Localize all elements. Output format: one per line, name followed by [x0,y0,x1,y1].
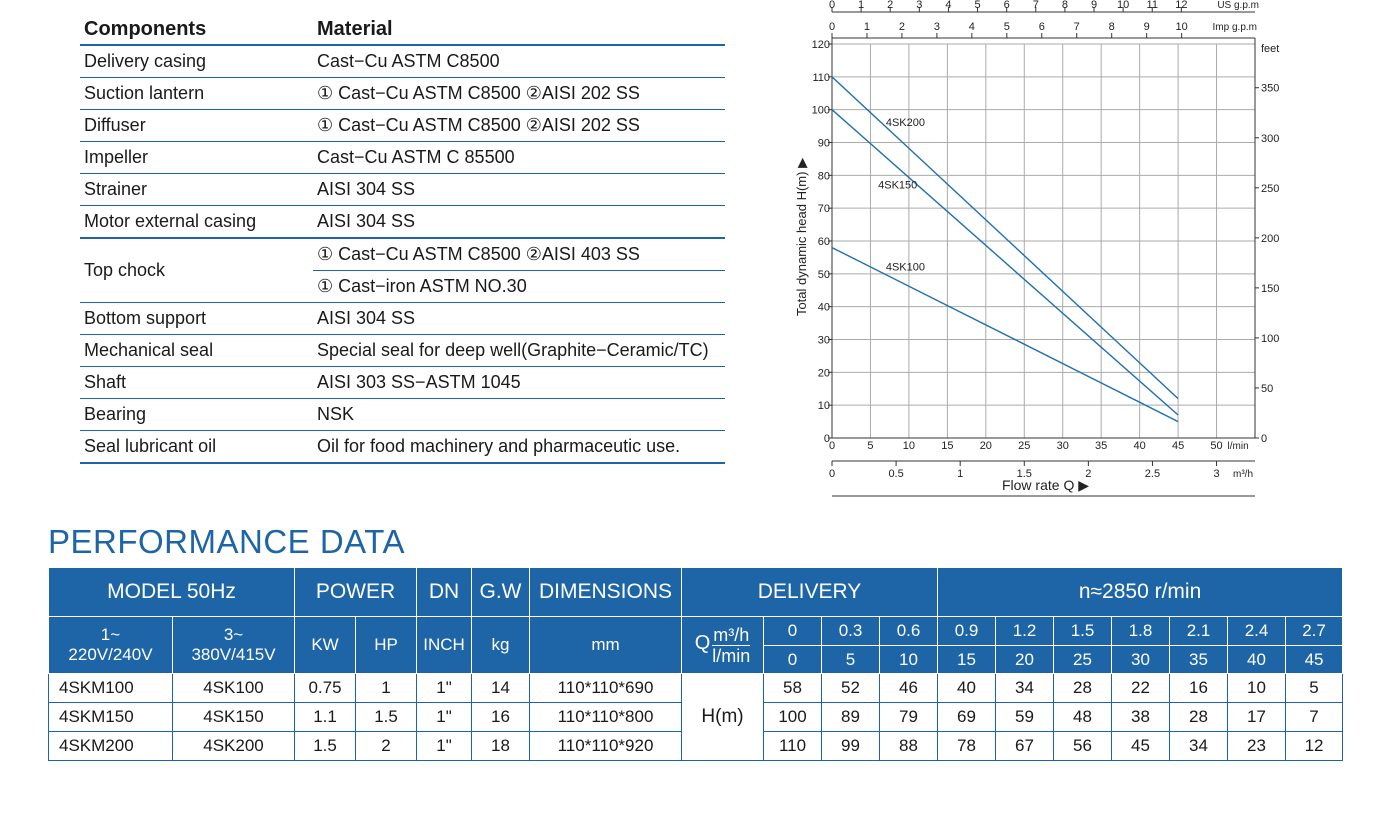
q-m3h-value: 1.5 [1054,617,1112,646]
three-phase-model: 4SK200 [173,732,295,761]
q-unit-m3h: m³/h [713,624,750,645]
head-value: 34 [1170,732,1228,761]
head-value: 67 [996,732,1054,761]
head-value: 12 [1286,732,1343,761]
power-hp: 1.5 [356,703,417,732]
power-kw: 1.5 [295,732,356,761]
single-phase-header [49,617,173,674]
chart-ytick-label: 20 [817,367,830,380]
component-name: Mechanical seal [80,335,313,367]
head-value: 100 [764,703,822,732]
chart-us-tick-label: 3 [916,0,923,11]
components-header-row [80,14,725,45]
q-unit-lmin: l/min [712,645,751,666]
component-material: ① Cast−Cu ASTM C8500 ②AISI 202 SS [313,110,725,142]
single-phase-label: 1~ [100,625,121,644]
component-name: Diffuser [80,110,313,142]
component-material: AISI 304 SS [313,174,725,206]
q-m3h-value: 0.9 [938,617,996,646]
head-value: 17 [1228,703,1286,732]
power-kw: 0.75 [295,674,356,703]
material-header: Material [313,14,725,45]
weight-kg: 16 [472,703,530,732]
chart-us-tick-label: 2 [887,0,894,11]
component-name: Motor external casing [80,206,313,239]
chart-us-tick-label: 12 [1175,0,1188,11]
head-value: 58 [764,674,822,703]
components-table [80,14,725,464]
chart-imp-tick-label: 3 [933,21,940,33]
component-material: Cast−Cu ASTM C8500 [313,45,725,78]
chart-feet-label: feet [1261,43,1280,55]
chart-y2tick-label: 250 [1261,182,1280,195]
chart-ytick-label: 110 [812,71,830,84]
q-units [712,625,750,666]
chart-xlabel: Flow rate Q ▶ [1001,477,1090,493]
component-name: Delivery casing [80,45,313,78]
component-row [80,399,725,431]
chart-ytick-label: 90 [817,137,830,150]
chart-us-tick-label: 5 [974,0,981,11]
head-value: 34 [996,674,1054,703]
chart-xtick-label: 0 [828,440,836,452]
chart-xtick-label: 25 [1018,440,1031,452]
chart-m3h-tick-label: 1 [957,468,964,480]
q-m3h-value: 0.6 [880,617,938,646]
component-row [80,78,725,110]
chart-xtick-label: 10 [902,440,916,452]
three-phase-header [173,617,295,674]
component-row [80,45,725,78]
chart-us-tick-label: 10 [1117,0,1130,11]
head-value: 23 [1228,732,1286,761]
component-name: Impeller [80,142,313,174]
q-m3h-value: 2.7 [1286,617,1343,646]
head-value: 40 [938,674,996,703]
head-value: 28 [1054,674,1112,703]
component-row [80,142,725,174]
head-value: 110 [764,732,822,761]
weight-kg: 14 [472,674,530,703]
chart-us-tick-label: 0 [828,0,836,11]
chart-ytick-label: 100 [811,104,830,117]
q-lmin-value: 0 [764,646,822,674]
three-phase-model: 4SK100 [173,674,295,703]
chart-imp-tick-label: 10 [1175,21,1188,33]
q-lmin-value: 15 [938,646,996,674]
single-phase-voltage: 220V/240V [68,645,153,664]
chart-imp-tick-label: 4 [968,21,975,33]
performance-row [49,674,1343,703]
three-phase-label: 3~ [223,625,244,644]
q-lmin-value: 30 [1112,646,1170,674]
chart-us-tick-label: 11 [1146,0,1158,11]
dn-inch: 1" [417,703,472,732]
chart-xtick-label: 5 [867,440,874,452]
head-value: 10 [1228,674,1286,703]
mm-header: mm [530,617,682,674]
component-material [313,238,725,303]
head-label: H(m) [682,674,764,761]
component-row [80,335,725,367]
chart-xtick-label: 30 [1056,440,1069,452]
performance-table [48,567,1343,761]
head-value: 7 [1286,703,1343,732]
chart-ytick-label: 0 [823,433,830,445]
head-value: 69 [938,703,996,732]
dimensions-mm: 110*110*920 [530,732,682,761]
dn-inch: 1" [417,674,472,703]
chart-xtick-label: 40 [1133,440,1146,452]
weight-kg: 18 [472,732,530,761]
q-m3h-value: 2.1 [1170,617,1228,646]
single-phase-model: 4SKM150 [49,703,173,732]
component-material: AISI 303 SS−ASTM 1045 [313,367,725,399]
component-material: Special seal for deep well(Graphite−Ceramic/TC) [313,335,725,367]
model-header: MODEL 50Hz [49,568,295,617]
component-name: Shaft [80,367,313,399]
chart-series-label: 4SK100 [885,261,925,274]
power-hp: 2 [356,732,417,761]
head-value: 89 [822,703,880,732]
head-value: 99 [822,732,880,761]
dimensions-header: DIMENSIONS [530,568,682,617]
chart-ytick-label: 60 [817,236,830,248]
performance-title: PERFORMANCE DATA [48,523,405,560]
component-name: Seal lubricant oil [80,431,313,464]
power-header: POWER [295,568,417,617]
single-phase-model: 4SKM100 [49,674,173,703]
chart-ytick-label: 50 [817,268,830,281]
head-value: 38 [1112,703,1170,732]
component-name: Bearing [80,399,313,431]
chart-m3h-tick-label: 0 [828,468,836,480]
material-line: ① Cast−Cu ASTM C8500 ②AISI 403 SS [313,239,725,271]
chart-imp-tick-label: 1 [863,21,871,33]
q-m3h-value: 1.8 [1112,617,1170,646]
chart-y2tick-label: 100 [1261,332,1280,345]
component-row [80,174,725,206]
chart-series-4sk200 [832,77,1178,399]
chart-xtick-label: 15 [941,440,954,452]
chart-y2tick-label: 200 [1261,232,1280,245]
q-lmin-value: 25 [1054,646,1112,674]
q-lmin-value: 40 [1228,646,1286,674]
chart-xtick-label: 35 [1095,440,1108,452]
q-m3h-value: 0 [764,617,822,646]
q-unit-header [682,617,764,674]
head-value: 79 [880,703,938,732]
chart-y2tick-label: 350 [1261,82,1280,95]
component-name: Top chock [80,238,313,303]
component-material: Cast−Cu ASTM C 85500 [313,142,725,174]
chart-y2tick-label: 150 [1261,282,1280,295]
head-value: 78 [938,732,996,761]
material-line: ① Cast−iron ASTM NO.30 [317,276,527,296]
chart-xtick-label: 50 [1210,440,1223,452]
chart-ytick-label: 30 [817,334,830,347]
power-kw: 1.1 [295,703,356,732]
chart-imp-tick-label: 5 [1003,21,1010,33]
chart-y2tick-label: 50 [1261,382,1274,395]
performance-curve-chart [780,0,1300,505]
chart-us-label: US g.p.m [1217,0,1259,11]
chart-imp-tick-label: 0 [828,21,836,33]
chart-ytick-label: 80 [817,170,830,183]
q-m3h-value: 0.3 [822,617,880,646]
q-m3h-value: 2.4 [1228,617,1286,646]
chart-us-tick-label: 7 [1032,0,1039,11]
component-name: Strainer [80,174,313,206]
chart-y2tick-label: 300 [1261,132,1280,145]
component-material: AISI 304 SS [313,303,725,335]
dn-header: DN [417,568,472,617]
head-value: 16 [1170,674,1228,703]
three-phase-voltage: 380V/415V [191,645,276,664]
chart-m3h-tick-label: 2.5 [1144,468,1161,480]
component-name: Bottom support [80,303,313,335]
component-name: Suction lantern [80,78,313,110]
component-row [80,110,725,142]
q-m3h-value: 1.2 [996,617,1054,646]
head-value: 28 [1170,703,1228,732]
head-value: 46 [880,674,938,703]
chart-series-label: 4SK200 [885,117,925,130]
chart-series-4sk150 [832,110,1178,415]
chart-m3h-tick-label: 0.5 [888,468,904,480]
chart-us-tick-label: 8 [1061,0,1068,11]
chart-imp-label: Imp g.p.m [1212,22,1257,33]
perf-header-row-1 [49,568,1343,617]
dn-inch: 1" [417,732,472,761]
head-value: 5 [1286,674,1343,703]
component-row [80,367,725,399]
chart-m3h-label: m³/h [1233,469,1253,480]
speed-header: n≈2850 r/min [938,568,1343,617]
head-value: 52 [822,674,880,703]
perf-header-row-2 [49,617,1343,646]
chart-imp-tick-label: 9 [1143,21,1150,33]
chart-ytick-label: 120 [811,39,830,51]
dimensions-mm: 110*110*800 [530,703,682,732]
head-value: 45 [1112,732,1170,761]
hp-header: HP [356,617,417,674]
q-lmin-value: 20 [996,646,1054,674]
inch-header: INCH [417,617,472,674]
head-value: 48 [1054,703,1112,732]
three-phase-model: 4SK150 [173,703,295,732]
chart-y2tick-label: 0 [1261,433,1268,445]
kg-header: kg [472,617,530,674]
gw-header: G.W [472,568,530,617]
component-material: ① Cast−Cu ASTM C8500 ②AISI 202 SS [313,78,725,110]
power-hp: 1 [356,674,417,703]
dimensions-mm: 110*110*690 [530,674,682,703]
head-value: 56 [1054,732,1112,761]
chart-imp-tick-label: 6 [1038,21,1045,33]
chart-series-label: 4SK150 [878,179,918,192]
chart-imp-tick-label: 7 [1073,21,1080,33]
chart-us-tick-label: 1 [858,0,865,11]
components-header: Components [80,14,313,45]
q-label: Q [694,632,711,655]
chart-xtick-label: 45 [1171,440,1185,452]
component-material: AISI 304 SS [313,206,725,239]
chart-ytick-label: 40 [817,301,830,314]
single-phase-model: 4SKM200 [49,732,173,761]
chart-us-tick-label: 6 [1003,0,1010,11]
chart-m3h-tick-label: 3 [1213,468,1220,480]
head-value: 22 [1112,674,1170,703]
head-value: 59 [996,703,1054,732]
chart-m3h-tick-label: 2 [1085,468,1092,480]
chart-ylabel: Total dynamic head H(m) ▶ [794,157,809,317]
delivery-header: DELIVERY [682,568,938,617]
chart-lmin-label: l/min [1227,441,1249,452]
q-lmin-value: 5 [822,646,880,674]
component-row [80,238,725,303]
chart-us-tick-label: 9 [1090,0,1098,11]
component-material: NSK [313,399,725,431]
chart-imp-tick-label: 8 [1108,21,1115,33]
q-lmin-value: 35 [1170,646,1228,674]
component-material: Oil for food machinery and pharmaceutic use. [313,431,725,464]
chart-imp-tick-label: 2 [898,21,905,33]
q-lmin-value: 10 [880,646,938,674]
chart-us-tick-label: 4 [945,0,952,11]
component-row [80,303,725,335]
q-lmin-value: 45 [1286,646,1343,674]
kw-header: KW [295,617,356,674]
head-value: 88 [880,732,938,761]
chart-ytick-label: 70 [817,203,830,216]
chart-ytick-label: 10 [817,400,830,413]
component-row [80,206,725,239]
chart-m3h-tick-label: 1.5 [1016,468,1032,480]
chart-xtick-label: 20 [979,440,992,452]
component-row [80,431,725,464]
